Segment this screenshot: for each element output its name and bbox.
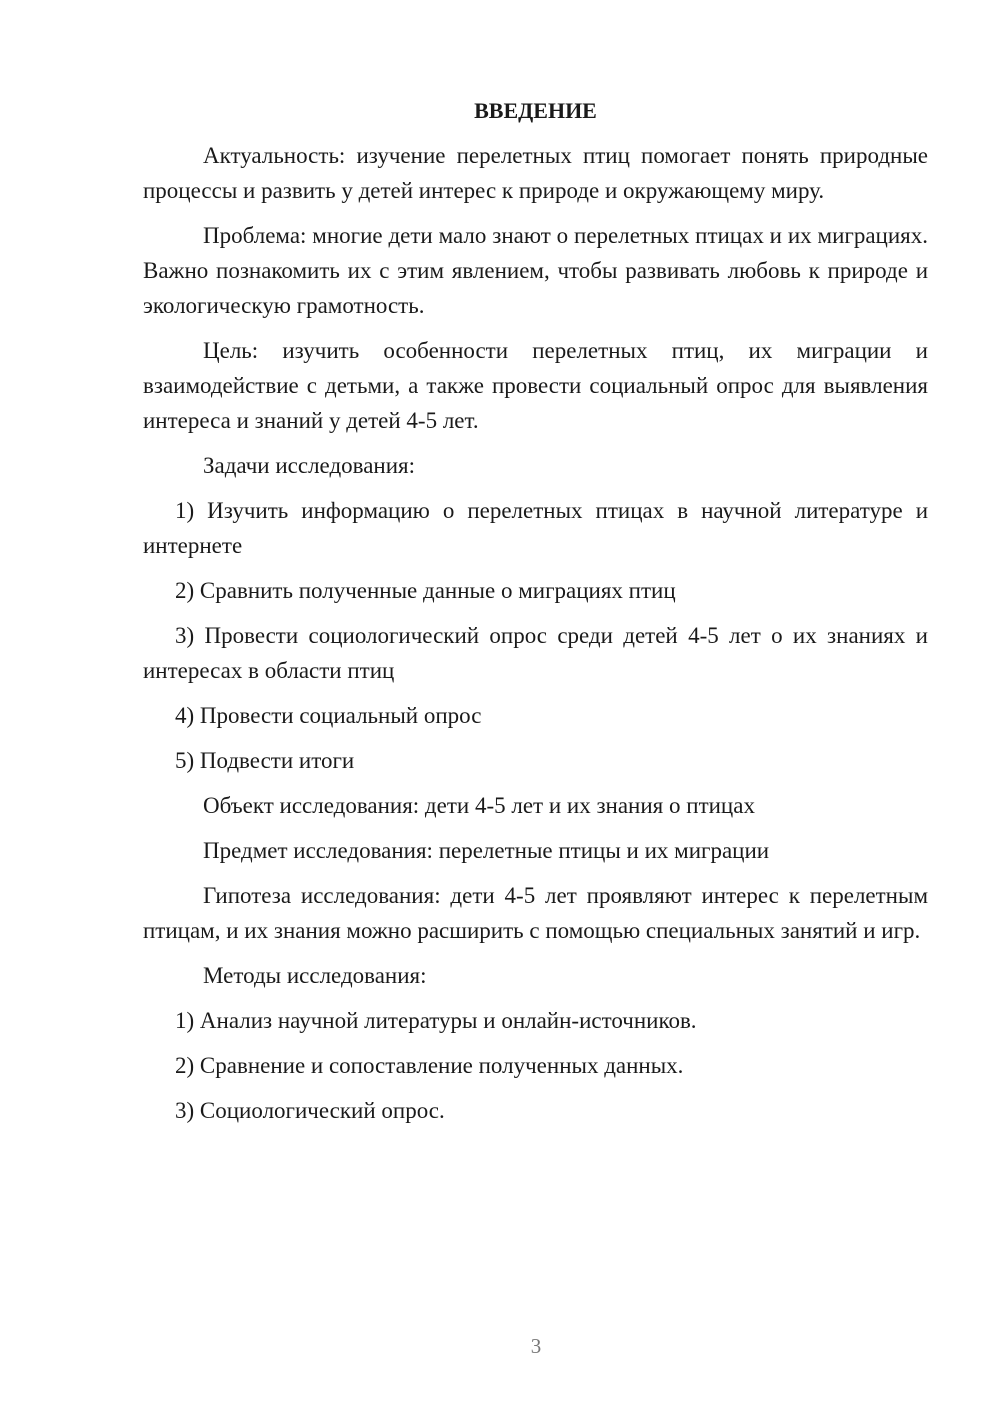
task-item-5: 5) Подвести итоги [175,748,355,773]
task-item-4: 4) Провести социальный опрос [175,703,482,728]
section-title: ВВЕДЕНИЕ [474,98,597,123]
methods-heading: Методы исследования: [203,963,427,988]
tasks-heading: Задачи исследования: [203,453,416,478]
task-item-2: 2) Сравнить полученные данные о миграциях птиц [175,578,676,603]
subject-line: Предмет исследования: перелетные птицы и их миграции [203,838,770,863]
problem-paragraph: Проблема: многие дети мало знают о перелетных птицах и их миграциях. Важно познакомить их с этим явлением, чтобы развивать любовь к природе и экологическую грамотность. [143,223,928,318]
page-number: 3 [530,1334,542,1358]
method-item-3: 3) Социологический опрос. [175,1098,445,1123]
method-item-2: 2) Сравнение и сопоставление полученных данных. [175,1053,684,1078]
object-line: Объект исследования: дети 4-5 лет и их знания о птицах [203,793,755,818]
document-body [143,96,928,1138]
task-item-1: 1) Изучить информацию о перелетных птицах в научной литературе и интернете [143,498,928,558]
goal-paragraph: Цель: изучить особенности перелетных птиц, их миграции и взаимодействие с детьми, а также провести социальный опрос для выявления интереса и знаний у детей 4-5 лет. [143,338,928,433]
relevance-paragraph: Актуальность: изучение перелетных птиц помогает понять природные процессы и развить у детей интерес к природе и окружающему миру. [143,143,928,203]
method-item-1: 1) Анализ научной литературы и онлайн-источников. [175,1008,697,1033]
task-item-3: 3) Провести социологический опрос среди детей 4-5 лет о их знаниях и интересах в области птиц [143,623,928,683]
hypothesis-paragraph: Гипотеза исследования: дети 4-5 лет проявляют интерес к перелетным птицам, и их знания можно расширить с помощью специальных занятий и игр. [143,883,928,943]
